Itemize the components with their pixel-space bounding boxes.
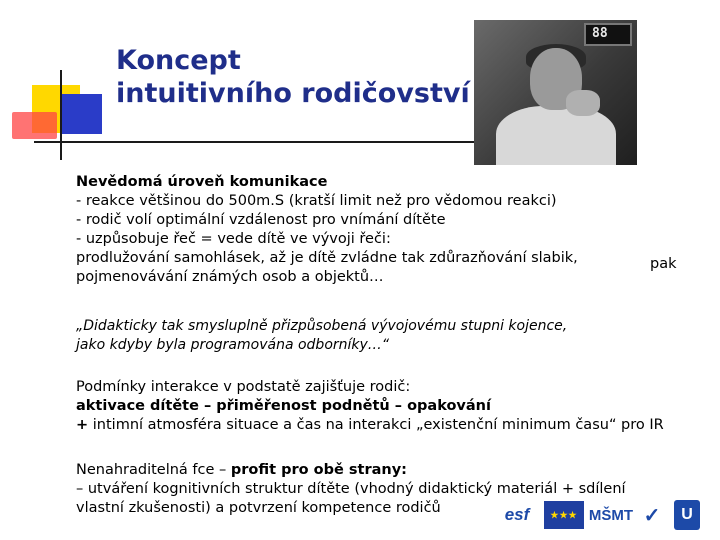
block1-trailing-word: pak — [650, 256, 677, 272]
block4-line3: vlastní zkušenosti) a potvrzení kompetence rodičů — [76, 500, 441, 516]
clock-display — [584, 23, 632, 46]
slide-title — [116, 44, 470, 110]
block3-line2: aktivace dítěte – přiměřenost podnětů – opakování — [76, 398, 491, 414]
block1-line: - reakce většinou do 500m.S (kratší limit než pro vědomou reakci) — [76, 193, 557, 209]
quote-line: jako kdyby byla programována odborníky…“ — [76, 337, 390, 353]
block1-heading: Nevědomá úroveň komunikace — [76, 174, 328, 190]
block3-line3-text: intimní atmosféra situace a čas na interakci „existenční minimum času“ pro IR — [88, 417, 664, 433]
block1-line: prodlužování samohlásek, až je dítě zvládne tak zdůrazňování slabik, — [76, 250, 578, 266]
block4-line1-normal: Nenahraditelná fce – — [76, 462, 231, 478]
funding-logos — [498, 500, 700, 530]
block3-plus: + — [76, 417, 89, 433]
slide-title-line1: Koncept — [116, 45, 241, 76]
clock-digits: 88 — [592, 26, 608, 41]
slide-photo — [474, 20, 637, 165]
quote-block — [76, 317, 567, 355]
block4-line1 — [76, 461, 626, 480]
block-unconscious-communication — [76, 173, 578, 287]
msmt-logo: MŠMT — [588, 506, 634, 524]
decor-vertical-line — [60, 70, 62, 160]
block4-line1-bold: profit pro obě strany: — [230, 462, 407, 478]
block3-line3 — [76, 416, 664, 435]
decor-red-square — [12, 112, 57, 139]
photo-person-shirt — [496, 106, 616, 165]
block1-line: - uzpůsobuje řeč = vede dítě ve vývoji řeči: — [76, 231, 391, 247]
esf-logo: esf — [504, 505, 530, 524]
op-vk-logo: ✓ — [643, 504, 661, 527]
photo-person-hand — [566, 90, 600, 116]
block-interaction-conditions — [76, 378, 664, 435]
block1-line: pojmenovávání známých osob a objektů… — [76, 269, 384, 285]
decor-horizontal-line — [34, 141, 500, 143]
slide-title-line2: intuitivního rodičovství — [116, 78, 470, 109]
university-logo: U — [674, 500, 700, 530]
decor-blue-square — [62, 94, 102, 134]
quote-line: „Didakticky tak smysluplně přizpůsobená vývojovému stupni kojence, — [76, 318, 568, 334]
eu-flag-logo: ★★★ — [544, 501, 584, 529]
block4-line2: – utváření kognitivních struktur dítěte (vhodný didaktický materiál + sdílení — [76, 481, 626, 497]
block3-line1: Podmínky interakce v podstatě zajišťuje rodič: — [76, 379, 411, 395]
block1-line: - rodič volí optimální vzdálenost pro vnímání dítěte — [76, 212, 446, 228]
